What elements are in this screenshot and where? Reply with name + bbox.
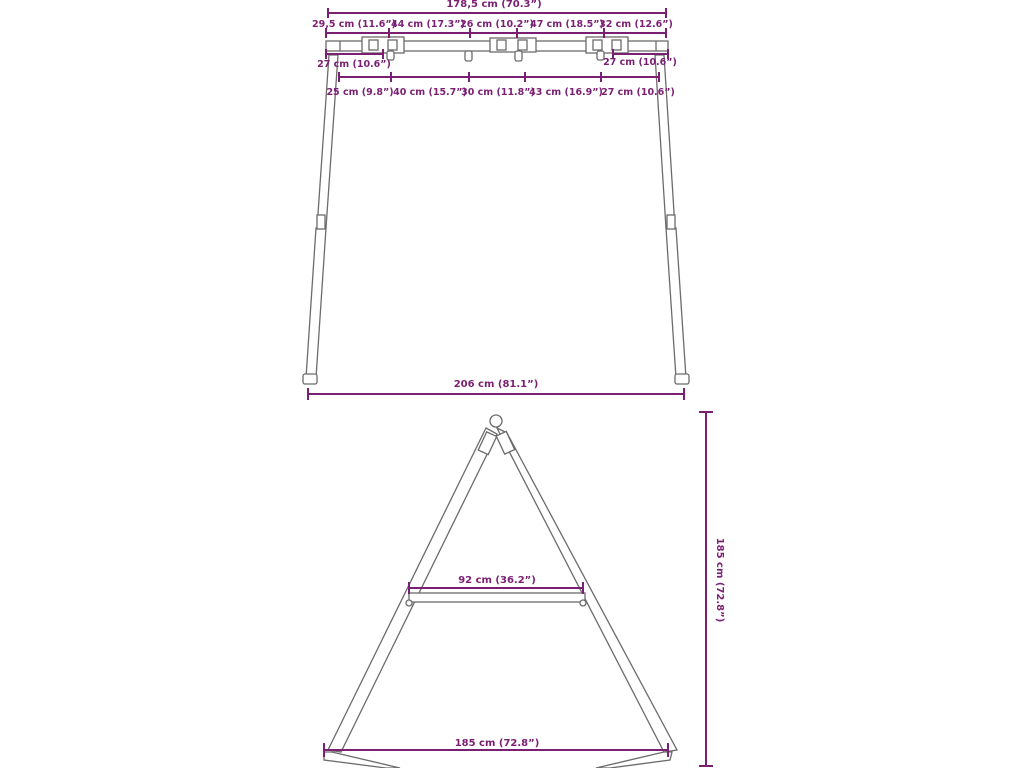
apex-bracket	[478, 432, 496, 455]
dimension-label: 40 cm (15.7”)	[393, 87, 467, 98]
dimension-label: 206 cm (81.1”)	[453, 379, 539, 390]
dimension-height	[699, 412, 725, 766]
right-foot	[596, 752, 672, 768]
dimension-label: 30 cm (11.8”)	[461, 87, 535, 98]
dimension-label: 185 cm (72.8”)	[454, 738, 540, 749]
crossbar-bolt	[406, 600, 412, 606]
dimension-side-base-width	[324, 738, 668, 757]
dimension-label: 29,5 cm (11.6”)	[312, 19, 396, 30]
center-bracket	[490, 38, 536, 52]
side-view	[324, 412, 725, 768]
dimension-label: 43 cm (16.9”)	[529, 87, 603, 98]
front-view	[303, 0, 689, 400]
dimension-top-segments	[312, 19, 673, 38]
left-foot	[324, 752, 400, 768]
dimension-label: 32 cm (12.6”)	[599, 19, 673, 30]
swing-hook	[465, 51, 472, 61]
crossbar-bolt	[580, 600, 586, 606]
apex-cap	[490, 415, 502, 427]
dimension-label: 27 cm (10.6”)	[601, 87, 675, 98]
swing-hook	[515, 51, 522, 61]
dimension-label: 92 cm (36.2”)	[458, 575, 536, 586]
a-frame-left-leg	[328, 428, 497, 752]
crossbar	[409, 593, 585, 602]
a-frame-right-leg	[497, 428, 677, 752]
dimension-label: 47 cm (18.5”)	[530, 19, 604, 30]
dimension-top-total	[328, 0, 666, 18]
dimension-base-width	[308, 379, 684, 400]
dimension-label: 185 cm (72.8”)	[714, 537, 725, 623]
dimension-label: 26 cm (10.2”)	[460, 19, 534, 30]
dimension-label: 44 cm (17.3”)	[391, 19, 465, 30]
dimension-lower-segments	[326, 72, 674, 98]
right-leg	[655, 55, 689, 384]
dimension-label: 178,5 cm (70.3”)	[446, 0, 542, 10]
left-leg	[303, 55, 338, 384]
dimension-label: 27 cm (10.6”)	[603, 57, 677, 68]
dimension-label: 25 cm (9.8”)	[326, 87, 394, 98]
apex-bracket	[496, 431, 514, 454]
dimension-label: 27 cm (10.6”)	[317, 59, 391, 70]
right-leg-bracket	[586, 37, 628, 53]
dimension-crossbar-width	[409, 575, 583, 594]
